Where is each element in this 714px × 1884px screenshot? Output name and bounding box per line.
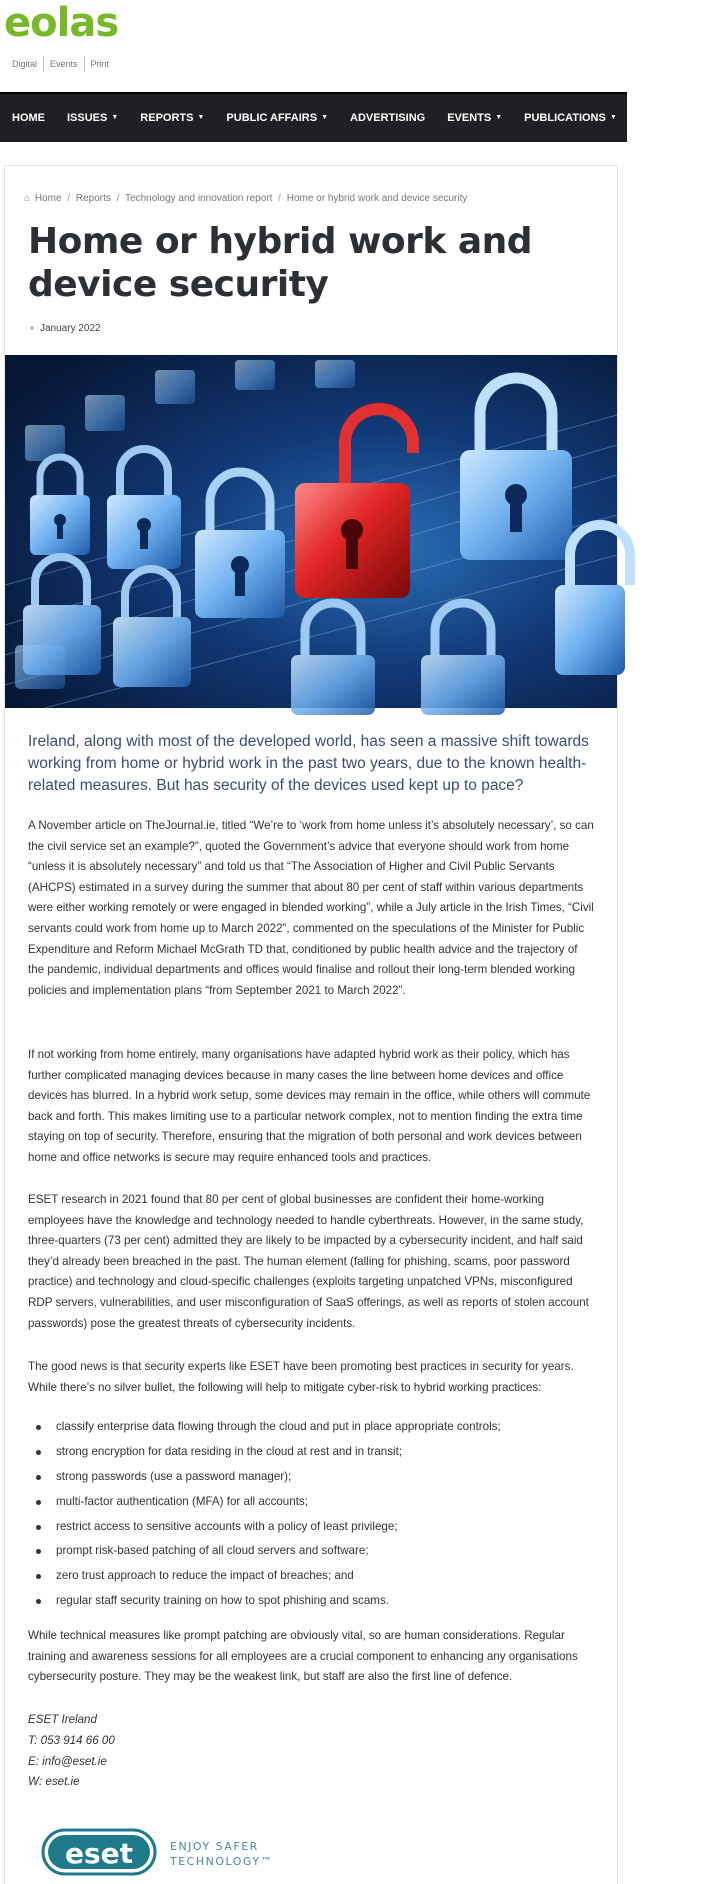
article-paragraph: The good news is that security experts like ESET have been promoting best practices in security for years. While there’s no silver bullet, the following will help to mitigate cyber-risk to hybrid working practices:: [28, 1360, 574, 1394]
hero-image-padlocks: [5, 355, 617, 708]
eset-logo-text: eset: [64, 1837, 134, 1870]
eset-slogan-line2: TECHNOLOGY™: [170, 1855, 274, 1868]
article-intro: Ireland, along with most of the developed world, has seen a massive shift towards working from home or hybrid work in the past two years, due to the known health-related measures. But has security of the devices used kept up to pace?: [28, 733, 589, 794]
article-paragraph: ESET research in 2021 found that 80 per cent of global businesses are confident their home-working employees have the knowledge and technology needed to handle cyberthreats. However, in the same study, three-quarters (73 per cent) admitted they are likely to be impacted by a cybersecurity incident, and half said they’d already been breached in the past. The human element (falling for phishing, scams, poor password practice) and technology and cloud-specific challenges (exploits targeting unpatched VPNs, misconfigured RDP servers, vulnerabilities, and user misconfiguration of SaaS offerings, as well as reports of stolen account passwords) pose the greatest threats of cybersecurity incidents.: [28, 1193, 589, 1330]
page-title: Home or hybrid work and device security: [28, 221, 533, 305]
breadcrumb-reports[interactable]: Reports: [75, 193, 111, 204]
nav-label: ISSUES: [67, 112, 108, 124]
home-icon: ⌂: [24, 193, 31, 204]
eset-logo: [42, 1828, 274, 1876]
caret-down-icon: ▼: [111, 114, 119, 121]
contact-name: ESET Ireland: [28, 1713, 97, 1726]
list-item: classify enterprise data flowing through the cloud and put in place appropriate controls;: [28, 1415, 594, 1440]
nav-advertising[interactable]: [338, 94, 435, 142]
nav-label: ADVERTISING: [350, 112, 426, 124]
tagline-item: Digital: [12, 56, 44, 72]
best-practices-list: [28, 1415, 594, 1614]
caret-down-icon: ▼: [321, 114, 329, 121]
nav-reports[interactable]: [128, 94, 214, 142]
nav-label: PUBLICATIONS: [524, 112, 606, 124]
tagline-item: Print: [90, 59, 110, 69]
nav-label: HOME: [12, 112, 45, 124]
clock-icon: [30, 326, 34, 330]
contact-phone: T: 053 914 66 00: [28, 1733, 115, 1747]
article-paragraph: A November article on TheJournal.ie, titled “We’re to ‘work from home unless it’s absolutely necessary’, so can the civil service set an example?”, quoted the Government’s advice that everyone should work from home “unless it is absolutely necessary” and told us that “The Association of Higher and Civil Public Servants (AHCPS) estimated in a survey during the summer that about 80 per cent of staff within various departments were either working remotely or were engaged in blended working”, while a July article in the Irish Times, “Civil servants could work from home up to March 2022”, commented on the speculations of the Minister for Public Expenditure and Reform Michael McGrath TD that, conditioned by public health advice and the trajectory of the pandemic, individual departments and offices would finalise and rollout their long-term blended working policies and implementation plans “from September 2021 to March 2022”.: [28, 819, 594, 997]
tagline: [12, 56, 115, 72]
contact-email: E: info@eset.ie: [28, 1754, 107, 1768]
breadcrumb-separator: /: [116, 193, 120, 204]
nav-label: SUBSCRIBE: [638, 112, 704, 124]
nav-label: PUBLIC AFFAIRS: [226, 112, 318, 124]
list-item: multi-factor authentication (MFA) for all accounts;: [28, 1490, 594, 1515]
nav-subscribe[interactable]: [627, 94, 714, 142]
site-header: [0, 0, 627, 92]
caret-down-icon: ▼: [495, 114, 503, 121]
contact-block: [28, 1710, 115, 1793]
list-item: strong passwords (use a password manager);: [28, 1465, 594, 1490]
nav-issues[interactable]: [55, 94, 128, 142]
breadcrumb-home[interactable]: Home: [34, 193, 62, 204]
list-item: regular staff security training on how to spot phishing and scams.: [28, 1589, 594, 1614]
list-item: zero trust approach to reduce the impact of breaches; and: [28, 1564, 594, 1589]
article-closing: While technical measures like prompt patching are obviously vital, so are human considerations. Regular training and awareness sessions for all employees are a crucial component to enhancing any organisations cybersecurity posture. They may be the weakest link, but staff are also the first line of defence.: [28, 1629, 578, 1684]
eset-slogan-line1: ENJOY SAFER: [170, 1840, 259, 1853]
contact-web: W: eset.ie: [28, 1775, 80, 1789]
list-item: prompt risk-based patching of all cloud servers and software;: [28, 1539, 594, 1564]
main-nav: [0, 92, 704, 142]
nav-publications[interactable]: [512, 94, 627, 142]
tagline-item: Events: [44, 56, 85, 72]
nav-public-affairs[interactable]: [214, 94, 338, 142]
list-item: restrict access to sensitive accounts with a policy of least privilege;: [28, 1515, 594, 1540]
eolas-logo[interactable]: eolas: [4, 0, 119, 46]
nav-home[interactable]: [0, 94, 55, 142]
breadcrumb-separator: /: [278, 193, 281, 204]
breadcrumb-current: Home or hybrid work and device security: [286, 193, 468, 204]
breadcrumb: [24, 193, 467, 204]
caret-down-icon: ▼: [197, 114, 205, 121]
nav-events[interactable]: [435, 94, 512, 142]
list-item: strong encryption for data residing in the cloud at rest and in transit;: [28, 1440, 594, 1465]
breadcrumb-separator: /: [67, 193, 71, 204]
breadcrumb-category[interactable]: Technology and innovation report: [125, 193, 273, 204]
post-date: [30, 323, 101, 334]
post-date-text: January 2022: [40, 323, 101, 334]
nav-label: EVENTS: [447, 112, 492, 124]
article-paragraph: If not working from home entirely, many organisations have adapted hybrid work as their policy, which has further complicated managing devices because in many cases the line between home devices and office devices has blurred. In a hybrid work setup, some devices may remain in the office, while others will commute back and forth. This makes limiting use to a particular network complex, not to mention finding the extra time staying on top of security. Therefore, ensuring that the migration of both personal and work devices between home and office networks is secure may require enhanced tools and practices.: [28, 1048, 591, 1164]
nav-label: REPORTS: [140, 112, 194, 124]
caret-down-icon: ▼: [609, 114, 617, 121]
